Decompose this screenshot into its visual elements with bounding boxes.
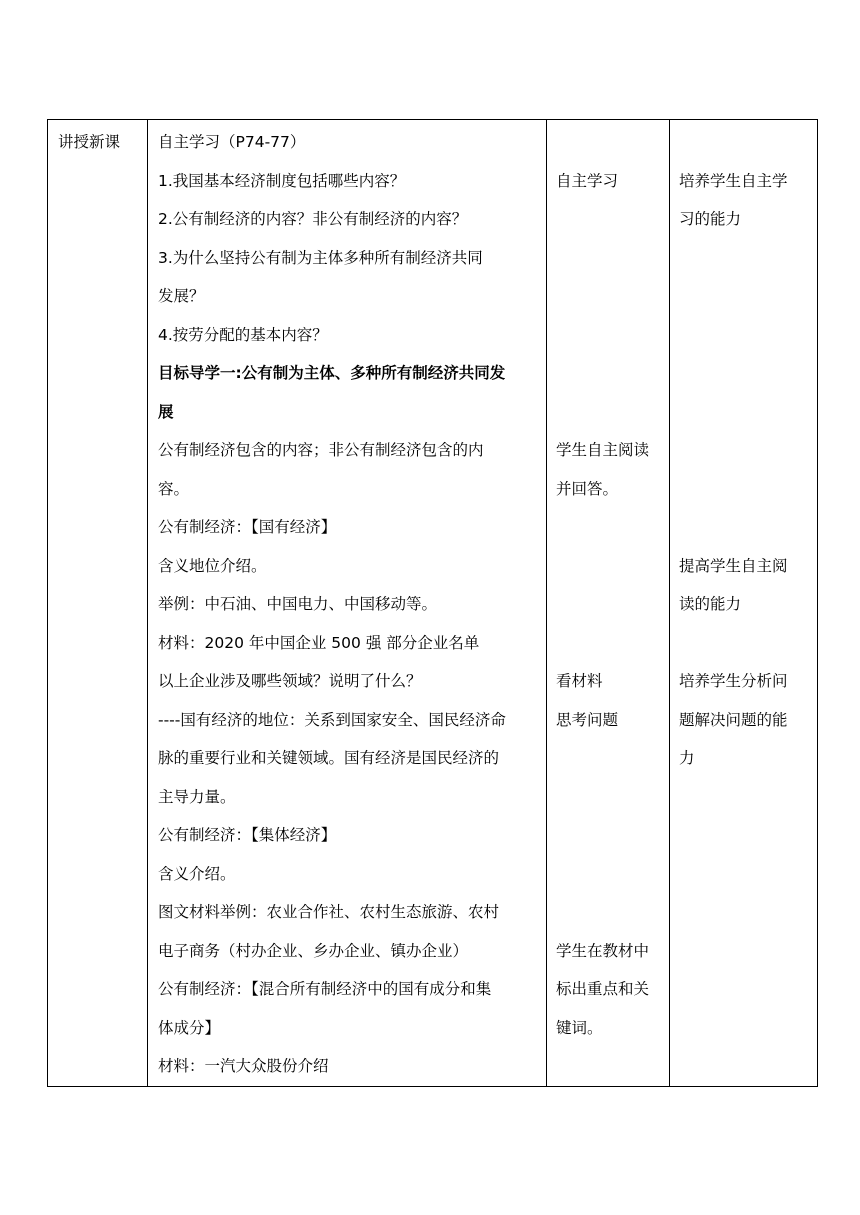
state-economy-status-line-2: 脉的重要行业和关键领域。国有经济是国民经济的 bbox=[158, 749, 500, 767]
material-faw: 材料：一汽大众股份介绍 bbox=[158, 1057, 329, 1075]
intent-self-study-line-2: 习的能力 bbox=[679, 210, 742, 228]
intent-cell bbox=[670, 120, 818, 1087]
state-economy-status-line-1: ----国有经济的地位：关系到国家安全、国民经济命 bbox=[158, 710, 506, 729]
state-economy-examples: 举例：中石油、中国电力、中国移动等。 bbox=[158, 595, 438, 613]
collective-examples-line-1: 图文材料举例：农业合作社、农村生态旅游、农村 bbox=[158, 903, 500, 921]
lesson-plan-table bbox=[47, 119, 818, 1087]
question-1: 1.我国基本经济制度包括哪些内容？ bbox=[158, 171, 406, 190]
activity-mark-keywords-line-3: 键词。 bbox=[556, 1018, 603, 1037]
question-3-line-2: 发展？ bbox=[158, 287, 205, 305]
self-study-heading: 自主学习（P74-77） bbox=[158, 133, 306, 151]
intent-reading-line-2: 读的能力 bbox=[679, 595, 742, 613]
goal-heading-line-1: 目标导学一:公有制为主体、多种所有制经济共同发 bbox=[158, 364, 506, 382]
collective-economy-label: 公有制经济：【集体经济】 bbox=[158, 826, 337, 844]
activity-self-study: 自主学习 bbox=[556, 171, 619, 190]
stage-cell bbox=[48, 120, 148, 1087]
state-economy-intro: 含义地位介绍。 bbox=[158, 556, 267, 575]
state-economy-label: 公有制经济：【国有经济】 bbox=[158, 518, 337, 536]
collective-economy-intro: 含义介绍。 bbox=[158, 864, 236, 883]
intent-analysis-line-2: 题解决问题的能 bbox=[679, 710, 788, 729]
table-row bbox=[48, 120, 818, 1087]
activity-read-answer-line-1: 学生自主阅读 bbox=[556, 441, 650, 459]
question-2: 2.公有制经济的内容？非公有制经济的内容？ bbox=[158, 210, 468, 228]
intent-analysis-line-1: 培养学生分析问 bbox=[679, 672, 788, 690]
ownership-content-line-2: 容。 bbox=[158, 479, 190, 498]
mixed-ownership-line-2: 体成分】 bbox=[158, 1018, 221, 1037]
intent-self-study-line-1: 培养学生自主学 bbox=[679, 171, 788, 190]
goal-heading-line-2: 展 bbox=[158, 402, 174, 421]
question-fields: 以上企业涉及哪些领域？说明了什么？ bbox=[158, 672, 422, 690]
material-top500: 材料：2020 年中国企业 500 强 部分企业名单 bbox=[158, 633, 480, 652]
stage-label: 讲授新课 bbox=[58, 133, 121, 151]
activity-material-think-line-1: 看材料 bbox=[556, 672, 603, 690]
state-economy-status-line-3: 主导力量。 bbox=[158, 787, 236, 806]
activity-material-think-line-2: 思考问题 bbox=[556, 710, 619, 729]
intent-analysis-line-3: 力 bbox=[679, 749, 695, 767]
activity-cell bbox=[547, 120, 670, 1087]
activity-mark-keywords-line-1: 学生在教材中 bbox=[556, 941, 650, 960]
collective-examples-line-2: 电子商务（村办企业、乡办企业、镇办企业） bbox=[158, 941, 469, 960]
activity-mark-keywords-line-2: 标出重点和关 bbox=[556, 980, 650, 998]
intent-reading-line-1: 提高学生自主阅 bbox=[679, 556, 788, 575]
ownership-content-line-1: 公有制经济包含的内容；非公有制经济包含的内 bbox=[158, 441, 484, 459]
question-3-line-1: 3.为什么坚持公有制为主体多种所有制经济共同 bbox=[158, 248, 483, 267]
content-cell bbox=[148, 120, 547, 1087]
mixed-ownership-line-1: 公有制经济：【混合所有制经济中的国有成分和集 bbox=[158, 980, 492, 998]
activity-read-answer-line-2: 并回答。 bbox=[556, 479, 619, 498]
question-4: 4.按劳分配的基本内容？ bbox=[158, 325, 328, 344]
